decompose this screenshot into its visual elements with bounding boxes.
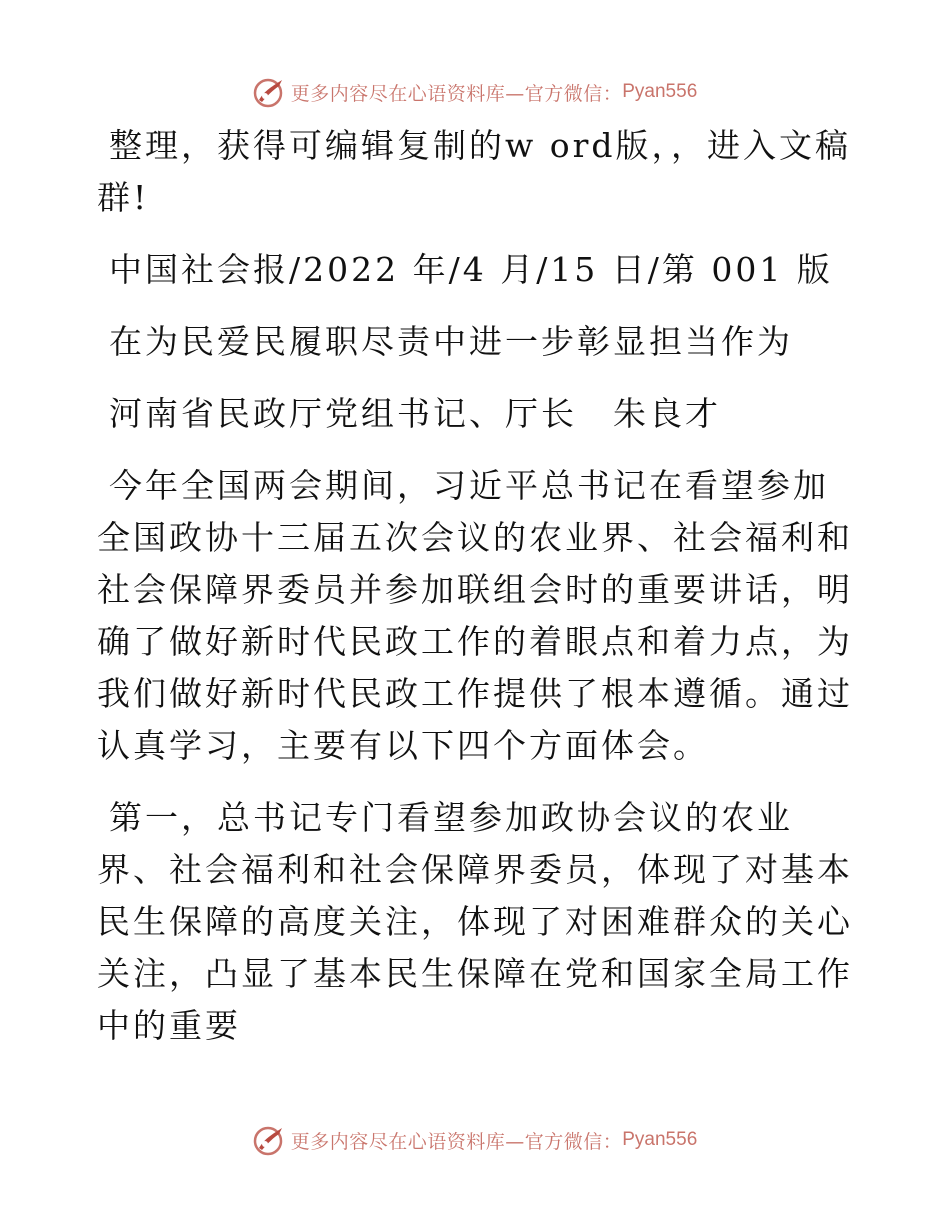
source-line: 中国社会报/2022 年/4 月/15 日/第 001 版 — [109, 250, 833, 289]
watermark-wechat-id: Pyan556 — [622, 1129, 698, 1150]
intro-paragraph: 整理，获得可编辑复制的w ord版，，进入文稿群! — [97, 126, 852, 217]
article-title: 在为民爱民履职尽责中进一步彰显担当作为 — [109, 322, 793, 361]
watermark-wechat-id: Pyan556 — [622, 81, 698, 102]
body-paragraph: 今年全国两会期间，习近平总书记在看望参加全国政协十三届五次会议的农业界、社会福利和社会保障界委员并参加联组会时的重要讲话，明确了做好新时代民政工作的着眼点和着力点，为我们做好新时代民政工作提供了根本遵循。通过认真学习，主要有以下四个方面体会。 — [97, 466, 853, 765]
body-paragraph: 第一，总书记专门看望参加政协会议的农业界、社会福利和社会保障界委员，体现了对基本民生保障的高度关注，体现了对困难群众的关心关注，凸显了基本民生保障在党和国家全局工作中的重要 — [97, 798, 853, 1045]
watermark-text: 更多内容尽在心语资料库—官方微信： — [290, 1130, 623, 1153]
pen-logo-icon — [253, 1124, 285, 1156]
header-watermark — [0, 72, 950, 112]
pen-logo-icon — [253, 76, 285, 108]
author-line: 河南省民政厅党组书记、厅长 朱良才 — [109, 394, 721, 433]
document-body — [97, 120, 857, 1052]
watermark-text: 更多内容尽在心语资料库—官方微信： — [290, 82, 623, 105]
footer-watermark — [0, 1120, 950, 1160]
